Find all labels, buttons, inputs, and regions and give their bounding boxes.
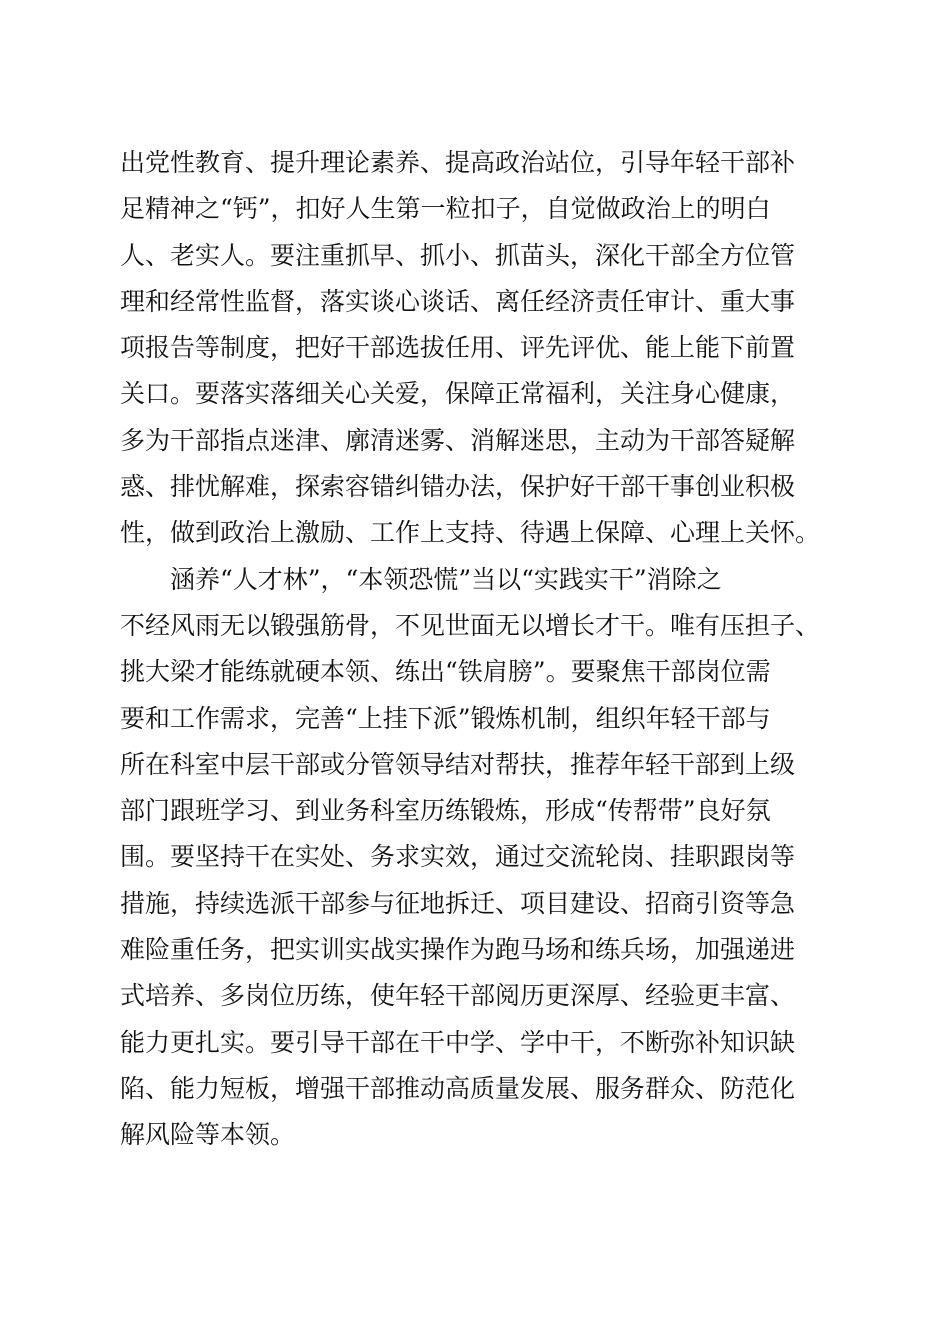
text-line: 多为干部指点迷津、廓清迷雾、消解迷思，主动为干部答疑解 bbox=[120, 425, 796, 455]
text-line: 解风险等本领。 bbox=[120, 1120, 296, 1150]
text-line: 足精神之“钙”，扣好人生第一粒扣子，自觉做政治上的明白 bbox=[120, 194, 771, 224]
text-line: 措施，持续选派干部参与征地拆迁、项目建设、招商引资等急 bbox=[120, 888, 796, 918]
text-line: 性，做到政治上激励、工作上支持、待遇上保障、心理上关怀。 bbox=[120, 518, 821, 548]
body-text bbox=[120, 140, 840, 1159]
text-line: 挑大梁才能练就硬本领、练出“铁肩膀”。要聚焦干部岗位需 bbox=[120, 657, 771, 687]
text-line: 人、老实人。要注重抓早、抓小、抓苗头，深化干部全方位管 bbox=[120, 240, 796, 270]
text-line: 陷、能力短板，增强干部推动高质量发展、服务群众、防范化 bbox=[120, 1073, 796, 1103]
text-line: 围。要坚持干在实处、务求实效，通过交流轮岗、挂职跟岗等 bbox=[120, 842, 796, 872]
text-line: 惑、排忧解难，探索容错纠错办法，保护好干部干事创业积极 bbox=[120, 472, 796, 502]
text-line: 不经风雨无以锻强筋骨，不见世面无以增长才干。唯有压担子、 bbox=[120, 610, 821, 640]
text-line: 式培养、多岗位历练，使年轻干部阅历更深厚、经验更丰富、 bbox=[120, 981, 796, 1011]
text-line: 能力更扎实。要引导干部在干中学、学中干，不断弥补知识缺 bbox=[120, 1027, 796, 1057]
text-line: 理和经常性监督，落实谈心谈话、离任经济责任审计、重大事 bbox=[120, 286, 796, 316]
text-line: 项报告等制度，把好干部选拔任用、评先评优、能上能下前置 bbox=[120, 333, 796, 363]
text-line: 涵养“人才林”，“本领恐慌”当以“实践实干”消除之 bbox=[120, 564, 722, 594]
text-line: 部门跟班学习、到业务科室历练锻炼，形成“传帮带”良好氛 bbox=[120, 796, 771, 826]
text-line: 难险重任务，把实训实战实操作为跑马场和练兵场，加强递进 bbox=[120, 935, 796, 965]
text-line: 要和工作需求，完善“上挂下派”锻炼机制，组织年轻干部与 bbox=[120, 703, 771, 733]
text-line: 所在科室中层干部或分管领导结对帮扶，推荐年轻干部到上级 bbox=[120, 749, 796, 779]
text-line: 出党性教育、提升理论素养、提高政治站位，引导年轻干部补 bbox=[120, 148, 796, 177]
text-line: 关口。要落实落细关心关爱，保障正常福利，关注身心健康， bbox=[120, 379, 796, 409]
